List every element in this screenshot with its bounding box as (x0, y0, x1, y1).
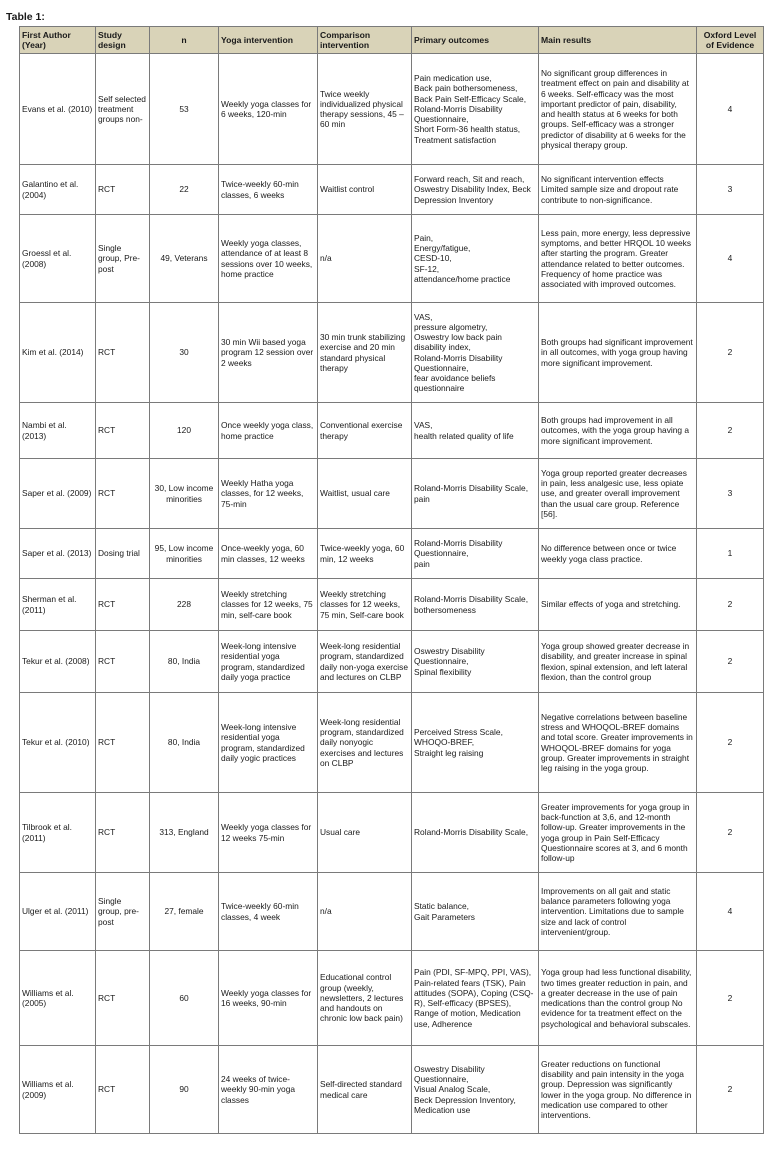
cell-n: 228 (150, 579, 219, 631)
cell-yoga: Once weekly yoga class, home practice (219, 403, 318, 459)
outcome-line: Forward reach, Sit and reach, Oswestry Disability Index, Beck Depression Inventory (414, 174, 531, 205)
cell-outcomes (412, 54, 539, 165)
cell-n: 22 (150, 165, 219, 215)
cell-yoga: 24 weeks of twice-weekly 90-min yoga classes (219, 1046, 318, 1134)
cell-n: 95, Low income minorities (150, 529, 219, 579)
cell-outcomes (412, 529, 539, 579)
cell-author: Sherman et al. (2011) (20, 579, 96, 631)
outcome-line: Back pain bothersomeness, (414, 83, 518, 94)
cell-design: Single group, Pre-post (96, 215, 150, 303)
header-design: Study design (96, 27, 150, 54)
cell-design: RCT (96, 631, 150, 693)
table-row (20, 873, 764, 951)
cell-n: 313, England (150, 793, 219, 873)
cell-author: Tilbrook et al. (2011) (20, 793, 96, 873)
cell-n: 120 (150, 403, 219, 459)
cell-design: RCT (96, 403, 150, 459)
cell-design: Single group, pre-post (96, 873, 150, 951)
table-row (20, 459, 764, 529)
cell-design: RCT (96, 165, 150, 215)
header-results: Main results (539, 27, 697, 54)
table-row (20, 579, 764, 631)
cell-comparison: Twice-weekly yoga, 60 min, 12 weeks (318, 529, 412, 579)
cell-comparison: Weekly stretching classes for 12 weeks, 75 min, Self-care book (318, 579, 412, 631)
outcome-line: Treatment satisfaction (414, 134, 497, 145)
cell-comparison: Educational control group (weekly, newsletters, 2 lectures and handouts on chronic low back pain) (318, 951, 412, 1046)
cell-outcomes (412, 215, 539, 303)
table-row (20, 215, 764, 303)
outcome-line: VAS, (414, 311, 433, 322)
outcome-line: fear avoidance beliefs questionnaire (414, 373, 496, 394)
outcome-line: Beck Depression Inventory, (414, 1094, 516, 1105)
outcome-line: Oswestry Disability Questionnaire, (414, 1063, 485, 1085)
cell-results: Both groups had improvement in all outcomes, with the yoga group having a more significant improvement. (539, 403, 697, 459)
cell-author: Tekur et al. (2010) (20, 693, 96, 793)
cell-level: 2 (697, 631, 764, 693)
cell-results: Yoga group had less functional disability, two times greater reduction in pain, and a greater decrease in the use of pain medications than the control group No evidence for ta treatment effect on the psychological and behavioral subscales. (539, 951, 697, 1046)
outcome-line: WHOQO-BREF, (414, 737, 475, 748)
cell-results: Yoga group reported greater decreases in pain, less analgesic use, less opiate use, and greater overall improvement than the usual care group. Reference [56]. (539, 459, 697, 529)
cell-design: RCT (96, 1046, 150, 1134)
cell-author: Ulger et al. (2011) (20, 873, 96, 951)
cell-yoga: Week-long intensive residential yoga program, standardized daily yogic practices (219, 693, 318, 793)
table-row (20, 403, 764, 459)
outcome-line: Pain, (414, 232, 434, 243)
outcome-line: Roland-Morris Disability Scale, pain (414, 483, 529, 504)
outcome-line: Roland-Morris Disability Questionnaire, (414, 103, 503, 125)
header-yoga: Yoga intervention (219, 27, 318, 54)
outcome-line: Pain medication use, (414, 73, 492, 84)
outcome-line: Medication use (414, 1104, 471, 1115)
cell-comparison: n/a (318, 873, 412, 951)
cell-results: Greater improvements for yoga group in back-function at 3,6, and 12-month follow-up. Greater improvements in the yoga group in Pain Self-Efficacy Questionnaire scores at 3, and 6 month follow-up (539, 793, 697, 873)
cell-author: Williams et al. (2005) (20, 951, 96, 1046)
outcome-line: VAS, (414, 420, 433, 431)
table-row (20, 303, 764, 403)
cell-comparison: Week-long residential program, standardized daily nonyogic exercises and lectures on CLBP (318, 693, 412, 793)
cell-author: Tekur et al. (2008) (20, 631, 96, 693)
cell-outcomes (412, 403, 539, 459)
cell-yoga: 30 min Wii based yoga program 12 session over 2 weeks (219, 303, 318, 403)
cell-yoga: Weekly yoga classes for 6 weeks, 120-min (219, 54, 318, 165)
table-row (20, 1046, 764, 1134)
outcome-line: attendance/home practice (414, 273, 511, 284)
header-outcomes: Primary outcomes (412, 27, 539, 54)
cell-comparison: Waitlist, usual care (318, 459, 412, 529)
cell-author: Nambi et al. (2013) (20, 403, 96, 459)
cell-outcomes (412, 631, 539, 693)
cell-outcomes (412, 459, 539, 529)
outcome-line: Pain (PDI, SF-MPQ, PPI, VAS), Pain-related fears (TSK), Pain attitudes (SOPA), Coping (CSQ-R), Self-efficacy (BPSES), Range of motion, Medication use, Adherence (414, 967, 534, 1029)
cell-results: Negative correlations between baseline stress and WHOQOL-BREF domains and total score. Greater improvements in WHOQOL-BREF domains for yoga group. Greater improvements in straight leg raising in the yoga group. (539, 693, 697, 793)
evidence-table (19, 26, 764, 1134)
cell-level: 3 (697, 165, 764, 215)
cell-author: Saper et al. (2009) (20, 459, 96, 529)
cell-design: Dosing trial (96, 529, 150, 579)
cell-level: 2 (697, 303, 764, 403)
cell-yoga: Weekly yoga classes, attendance of at least 8 sessions over 10 weeks, home practice (219, 215, 318, 303)
cell-yoga: Weekly yoga classes for 12 weeks 75-min (219, 793, 318, 873)
cell-yoga: Twice-weekly 60-min classes, 6 weeks (219, 165, 318, 215)
header-row (20, 27, 764, 54)
cell-results: Improvements on all gait and static balance parameters following yoga intervention. Limitations due to sample size and lack of control intervenient/group. (539, 873, 697, 951)
table-row (20, 529, 764, 579)
cell-n: 80, India (150, 631, 219, 693)
cell-level: 4 (697, 215, 764, 303)
cell-n: 80, India (150, 693, 219, 793)
cell-outcomes (412, 693, 539, 793)
cell-author: Williams et al. (2009) (20, 1046, 96, 1134)
outcome-line: Back Pain Self-Efficacy Scale, (414, 93, 527, 104)
cell-design: RCT (96, 303, 150, 403)
table-row (20, 165, 764, 215)
cell-comparison: Usual care (318, 793, 412, 873)
outcome-line: Short Form-36 health status, (414, 124, 521, 135)
cell-n: 53 (150, 54, 219, 165)
cell-comparison: Conventional exercise therapy (318, 403, 412, 459)
cell-comparison: Self-directed standard medical care (318, 1046, 412, 1134)
cell-results: Less pain, more energy, less depressive symptoms, and better HRQOL 10 weeks after starting the program. Greater attendance related to better outcomes. Frequency of home practice was associated with improved outcomes. (539, 215, 697, 303)
cell-results: Similar effects of yoga and stretching. (539, 579, 697, 631)
cell-comparison: Waitlist control (318, 165, 412, 215)
cell-level: 2 (697, 951, 764, 1046)
outcome-line: Perceived Stress Scale, (414, 727, 503, 738)
table-row (20, 693, 764, 793)
outcome-line: pressure algometry, (414, 321, 488, 332)
cell-level: 2 (697, 403, 764, 459)
cell-outcomes (412, 951, 539, 1046)
cell-outcomes (412, 873, 539, 951)
outcome-line: Gait Parameters (414, 911, 475, 922)
outcome-line: Straight leg raising (414, 747, 484, 758)
cell-outcomes (412, 1046, 539, 1134)
cell-comparison: n/a (318, 215, 412, 303)
cell-level: 4 (697, 54, 764, 165)
cell-results: No difference between once or twice weekly yoga class practice. (539, 529, 697, 579)
outcome-line: SF-12, (414, 263, 440, 274)
cell-yoga: Twice-weekly 60-min classes, 4 week (219, 873, 318, 951)
cell-n: 49, Veterans (150, 215, 219, 303)
cell-yoga: Weekly Hatha yoga classes, for 12 weeks, 75-min (219, 459, 318, 529)
table-body (20, 54, 764, 1134)
cell-results: Greater reductions on functional disability and pain intensity in the yoga group. Depression was significantly lower in the yoga group. No difference in medication use compared to other interventions. (539, 1046, 697, 1134)
cell-n: 30 (150, 303, 219, 403)
cell-design: Self selected treatment groups non- (96, 54, 150, 165)
cell-author: Kim et al. (2014) (20, 303, 96, 403)
cell-yoga: Once-weekly yoga, 60 min classes, 12 weeks (219, 529, 318, 579)
header-comparison: Comparison intervention (318, 27, 412, 54)
cell-n: 30, Low income minorities (150, 459, 219, 529)
table-row (20, 631, 764, 693)
outcome-line: Roland-Morris Disability Scale, (414, 827, 529, 838)
outcome-line: Oswestry Disability Questionnaire, (414, 646, 485, 667)
cell-outcomes (412, 579, 539, 631)
table-row (20, 951, 764, 1046)
cell-yoga: Week-long intensive residential yoga program, standardized daily yoga practice (219, 631, 318, 693)
cell-level: 2 (697, 793, 764, 873)
outcome-line: health related quality of life (414, 430, 514, 441)
cell-design: RCT (96, 459, 150, 529)
cell-comparison: Twice weekly individualized physical therapy sessions, 45 – 60 min (318, 54, 412, 165)
cell-n: 90 (150, 1046, 219, 1134)
cell-author: Saper et al. (2013) (20, 529, 96, 579)
header-n: n (150, 27, 219, 54)
outcome-line: Roland-Morris Disability Questionnaire, (414, 352, 503, 373)
outcome-line: Spinal flexibility (414, 666, 472, 677)
cell-level: 2 (697, 579, 764, 631)
cell-results: No significant intervention effects Limited sample size and dropout rate contribute to non-significance. (539, 165, 697, 215)
cell-level: 4 (697, 873, 764, 951)
cell-author: Groessl et al. (2008) (20, 215, 96, 303)
table-row (20, 54, 764, 165)
cell-outcomes (412, 303, 539, 403)
cell-yoga: Weekly yoga classes for 16 weeks, 90-min (219, 951, 318, 1046)
cell-comparison: Week-long residential program, standardized daily non-yoga exercise and lectures on CLBP (318, 631, 412, 693)
table-title: Table 1: (6, 11, 45, 23)
cell-results: Both groups had significant improvement in all outcomes, with yoga group having more significant improvement. (539, 303, 697, 403)
cell-n: 60 (150, 951, 219, 1046)
cell-results: No significant group differences in treatment effect on pain and disability at 6 weeks. Self-efficacy was the most important predictor of pain, disability, and health status at 6 weeks for both groups. Self-efficacy was a stronger predictor of disability at 6 weeks for the physical therapy group. (539, 54, 697, 165)
outcome-line: Roland-Morris Disability Scale, bothersomeness (414, 594, 529, 615)
outcome-line: Oswestry low back pain disability index, (414, 332, 502, 353)
cell-n: 27, female (150, 873, 219, 951)
outcome-line: pain (414, 558, 430, 569)
cell-design: RCT (96, 579, 150, 631)
outcome-line: Energy/fatigue, (414, 243, 471, 254)
outcome-line: CESD-10, (414, 253, 452, 264)
cell-level: 2 (697, 693, 764, 793)
outcome-line: Visual Analog Scale, (414, 1084, 491, 1095)
header-level: Oxford Level of Evidence (697, 27, 764, 54)
cell-author: Galantino et al. (2004) (20, 165, 96, 215)
cell-level: 1 (697, 529, 764, 579)
cell-level: 2 (697, 1046, 764, 1134)
cell-design: RCT (96, 793, 150, 873)
outcome-line: Roland-Morris Disability Questionnaire, (414, 538, 503, 559)
cell-level: 3 (697, 459, 764, 529)
cell-results: Yoga group showed greater decrease in disability, and greater increase in spinal flexion, spinal extension, and left lateral flexion, than the control group (539, 631, 697, 693)
cell-outcomes (412, 793, 539, 873)
outcome-line: Static balance, (414, 901, 469, 912)
cell-author: Evans et al. (2010) (20, 54, 96, 165)
header-author: First Author (Year) (20, 27, 96, 54)
table-row (20, 793, 764, 873)
cell-yoga: Weekly stretching classes for 12 weeks, 75 min, self-care book (219, 579, 318, 631)
cell-outcomes (412, 165, 539, 215)
cell-design: RCT (96, 951, 150, 1046)
cell-design: RCT (96, 693, 150, 793)
cell-comparison: 30 min trunk stabilizing exercise and 20 min standard physical therapy (318, 303, 412, 403)
